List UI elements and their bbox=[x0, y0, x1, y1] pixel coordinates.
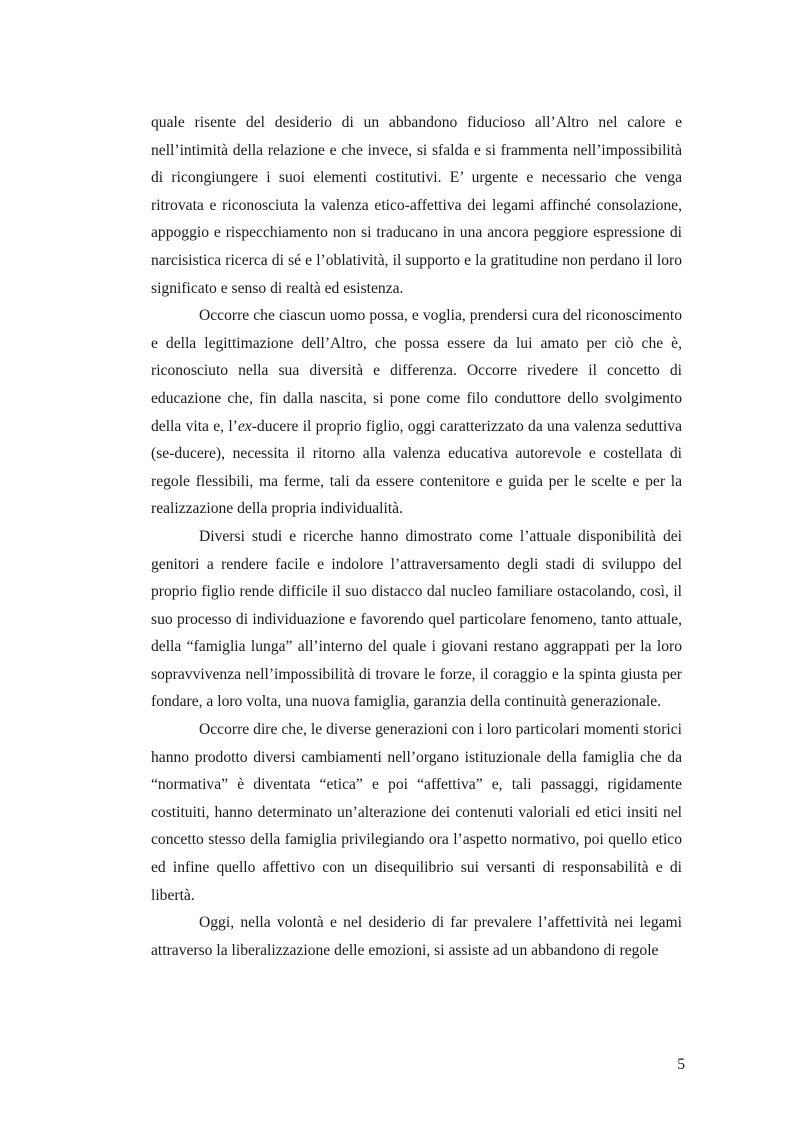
paragraph-2 bbox=[151, 302, 682, 523]
paragraph-1-text: quale risente del desiderio di un abbandono fiducioso all’Altro nel calore e nell’intimità della relazione e che invece, si sfalda e si frammenta nell’impossibilità di ricongiungere i suoi elementi costitutivi. E’ urgente e necessario che venga ritrovata e riconosciuta la valenza etico-affettiva dei legami affinché consolazione, appoggio e rispecchiamento non si traducano in una ancora peggiore espressione di narcisistica ricerca di sé e l’oblatività, il supporto e la gratitudine non perdano il loro significato e senso di realtà ed esistenza. bbox=[151, 114, 682, 297]
paragraph-4-text: Occorre dire che, le diverse generazioni con i loro particolari momenti storici hanno prodotto diversi cambiamenti nell’organo istituzionale della famiglia che da “normativa” è diventata “etica” e poi “affettiva” e, tali passaggi, rigidamente costituiti, hanno determinato un’alterazione dei contenuti valoriali ed etici insiti nel concetto stesso della famiglia privilegiando ora l’aspetto normativo, poi quello etico ed infine quello affettivo con un disequilibrio sui versanti di responsabilità e di libertà. bbox=[151, 721, 682, 904]
paragraph-3 bbox=[151, 523, 682, 716]
paragraph-3-text: Diversi studi e ricerche hanno dimostrato come l’attuale disponibilità dei genitori a rendere facile e indolore l’attraversamento degli stadi di sviluppo del proprio figlio rende difficile il suo distacco dal nucleo familiare ostacolando, così, il suo processo di individuazione e favorendo quel particolare fenomeno, tanto attuale, della “famiglia lunga” all’interno del quale i giovani restano aggrappati per la loro sopravvivenza nell’impossibilità di trovare le forze, il coraggio e la spinta giusta per fondare, a loro volta, una nuova famiglia, garanzia della continuità generazionale. bbox=[151, 527, 682, 711]
paragraph-5 bbox=[151, 909, 682, 964]
paragraph-4 bbox=[151, 716, 682, 909]
paragraph-5-text: Oggi, nella volontà e nel desiderio di far prevalere l’affettività nei legami attraverso la liberalizzazione delle emozioni, si assiste ad un abbandono di regole bbox=[151, 914, 682, 959]
paragraph-2-text-b: -ducere il proprio figlio, oggi caratterizzato da una valenza seduttiva (se-ducere), necessita il ritorno alla valenza educativa autorevole e costellata di regole flessibili, ma ferme, tali da essere contenitore e guida per le scelte e per la realizzazione della propria individualità. bbox=[151, 417, 682, 518]
page-body bbox=[151, 109, 682, 964]
page-number: 5 bbox=[677, 1056, 685, 1073]
paragraph-1 bbox=[151, 109, 682, 302]
paragraph-2-italic-ex: ex bbox=[237, 417, 252, 435]
paragraph-2-text-a: Occorre che ciascun uomo possa, e voglia, prendersi cura del riconoscimento e della legittimazione dell’Altro, che possa essere da lui amato per ciò che è, riconosciuto nella sua diversità e differenza. Occorre rivedere il concetto di educazione che, fin dalla nascita, si pone come filo conduttore dello svolgimento della vita e, l’ bbox=[151, 307, 682, 435]
